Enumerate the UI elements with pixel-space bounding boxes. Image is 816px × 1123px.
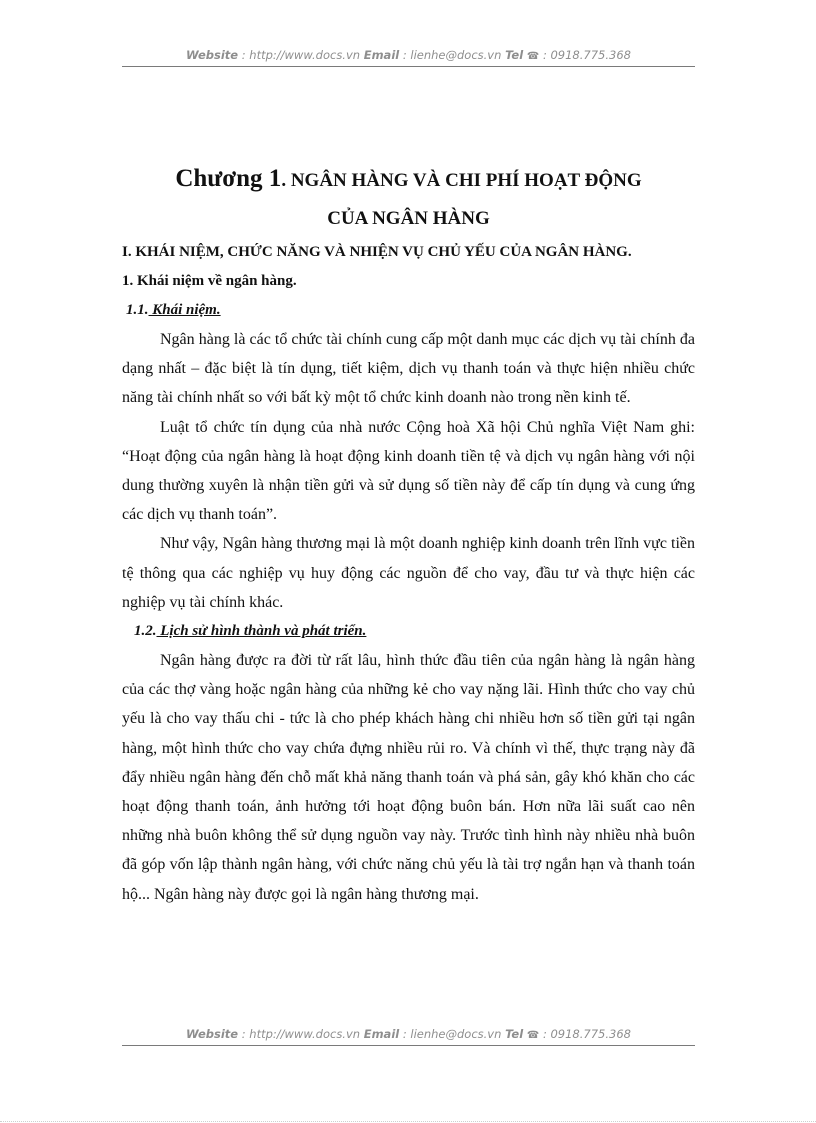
footer-email-label: Email [363,1027,400,1041]
paragraph: Ngân hàng là các tổ chức tài chính cung cấp một danh mục các dịch vụ tài chính đa dạng nhất – đặc biệt là tín dụng, tiết kiệm, dịch vụ thanh toán và thực hiện nhiều chức năng tài chính nhất so với bất kỳ một tổ chức kinh doanh nào trong nền kinh tế. [122,331,695,407]
header-tel-label: Tel [505,48,524,62]
header-email-label: Email [363,48,400,62]
phone-icon: ☎ [526,1030,540,1041]
phone-icon: ☎ [526,51,540,62]
header-tel-value: : 0918.775.368 [539,48,631,62]
paragraph: Luật tổ chức tín dụng của nhà nước Cộng hoà Xã hội Chủ nghĩa Việt Nam ghi: “Hoạt động của ngân hàng là hoạt động kinh doanh tiền tệ và dịch vụ ngân hàng với nội dung thường xuyên là nhận tiền gửi và sử dụng số tiền này để cấp tín dụng và cung ứng các dịch vụ thanh toán”. [122,418,695,524]
subsubsection-heading-1-2 [122,617,695,646]
page-header [122,48,695,62]
page-footer [122,1027,695,1041]
header-email-value: : lienhe@docs.vn [399,48,506,62]
paragraph: Ngân hàng được ra đời từ rất lâu, hình thức đầu tiên của ngân hàng là ngân hàng của các thợ vàng hoặc ngân hàng của những kẻ cho vay nặng lãi. Hình thức cho vay chủ yếu là cho vay thấu chi - tức là cho phép khách hàng chi nhiều hơn số tiền gửi tại ngân hàng, một hình thức cho vay chứa đựng nhiều rủi ro. Và chính vì thế, thực trạng này đã đẩy nhiều ngân hàng đến chỗ mất khả năng thanh toán và phá sản, gây khó khăn cho các hoạt động thanh toán, ảnh hưởng tới hoạt động buôn bán. Hơn nữa lãi suất cao nên những nhà buôn không thể sử dụng nguồn vay này. Trước tình hình này nhiều nhà buôn đã góp vốn lập thành ngân hàng, với chức năng chủ yếu là tài trợ ngắn hạn và thanh toán hộ... Ngân hàng này được gọi là ngân hàng thương mại. [122,652,695,903]
subsubsection-number: 1.1. [126,302,149,318]
subsubsection-title: Lịch sử hình thành và phát triển. [156,623,367,640]
chapter-title [122,160,695,238]
footer-tel-label: Tel [505,1027,524,1041]
subsection-heading: 1. Khái niệm về ngân hàng. [122,273,297,289]
page-break-line [0,1121,816,1122]
section-heading: I. KHÁI NIỆM, CHỨC NĂNG VÀ NHIỆN VỤ CHỦ YẾU CỦA NGÂN HÀNG. [122,244,632,260]
footer-website-label: Website [186,1027,239,1041]
footer-email-value: : lienhe@docs.vn [399,1027,506,1041]
paragraph: Như vậy, Ngân hàng thương mại là một doanh nghiệp kinh doanh trên lĩnh vực tiền tệ thông qua các nghiệp vụ huy động các nguồn để cho vay, đầu tư và thực hiện các nghiệp vụ tài chính khác. [122,535,695,611]
page-body [122,160,695,909]
subsubsection-title: Khái niệm. [148,302,221,318]
chapter-title-line1: . NGÂN HÀNG VÀ CHI PHÍ HOẠT ĐỘNG [281,170,642,191]
header-website-value: : http://www.docs.vn [238,48,364,62]
subsubsection-number: 1.2. [134,623,157,640]
header-divider [122,66,695,67]
footer-website-value: : http://www.docs.vn [238,1027,364,1041]
footer-divider [122,1045,695,1046]
footer-tel-value: : 0918.775.368 [539,1027,631,1041]
header-website-label: Website [186,48,239,62]
chapter-number: Chương 1 [175,165,282,192]
subsubsection-heading-1-1 [122,296,695,325]
chapter-title-line2: CỦA NGÂN HÀNG [327,208,490,229]
